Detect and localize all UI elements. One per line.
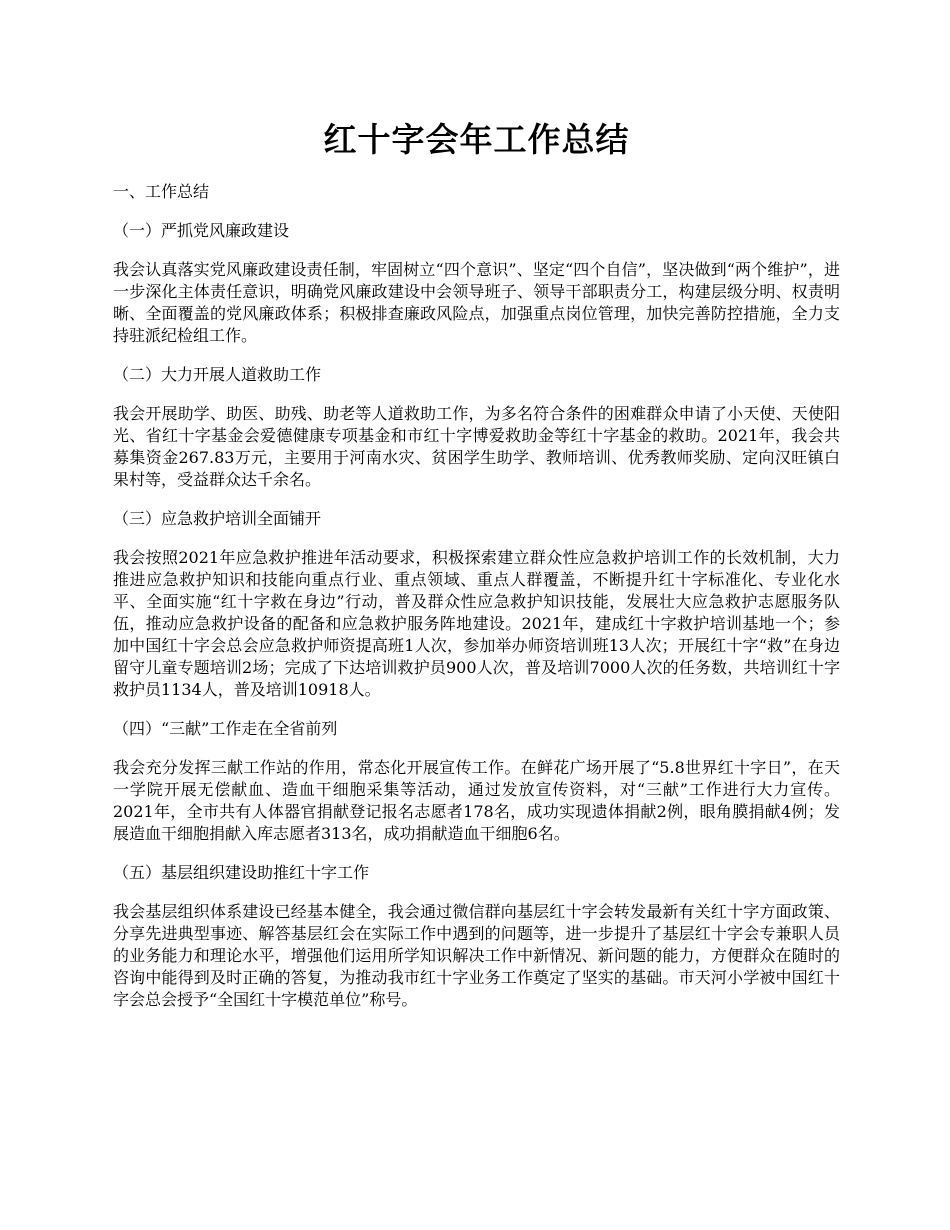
subsection-heading-5: （五）基层组织建设助推红十字工作 <box>113 863 370 882</box>
subsection-body-4: 我会充分发挥三献工作站的作用，常态化开展宣传工作。在鲜花广场开展了“5.8世界红十字日”，在天一学院开展无偿献血、造血干细胞采集等活动，通过发放宣传资料，对“三献”工作进行大力宣传。2021年，全市共有人体器官捐献登记报名志愿者178名，成功实现遗体捐献2例，眼角膜捐献4例；发展造血干细胞捐献入库志愿者313名，成功捐献造血干细胞6名。 <box>113 758 840 843</box>
subsection-body-5: 我会基层组织体系建设已经基本健全，我会通过微信群向基层红十字会转发最新有关红十字方面政策、分享先进典型事迹、解答基层红会在实际工作中遇到的问题等，进一步提升了基层红十字会专兼职人员的业务能力和理论水平，增强他们运用所学知识解决工作中新情况、新问题的能力，方便群众在随时的咨询中能得到及时正确的答复，为推动我市红十字业务工作奠定了坚实的基础。市天河小学被中国红十字会总会授予“全国红十字模范单位”称号。 <box>113 902 840 1009</box>
document-title: 红十字会年工作总结 <box>323 120 630 159</box>
subsection-body-3: 我会按照2021年应急救护推进年活动要求，积极探索建立群众性应急救护培训工作的长效机制，大力推进应急救护知识和技能向重点行业、重点领域、重点人群覆盖，不断提升红十字标准化、专业化水平、全面实施“红十字救在身边”行动，普及群众性应急救护知识技能，发展壮大应急救护志愿服务队伍，推动应急救护设备的配备和应急救护服务阵地建设。2021年，建成红十字救护培训基地一个；参加中国红十字会总会应急救护师资提高班1人次，参加举办师资培训班13人次；开展红十字“救”在身边留守儿童专题培训2场；完成了下达培训救护员900人次，普及培训7000人次的任务数，共培训红十字救护员1134人，普及培训10918人。 <box>113 548 840 699</box>
subsection-body-1: 我会认真落实党风廉政建设责任制，牢固树立“四个意识”、坚定“四个自信”，坚决做到“两个维护”，进一步深化主体责任意识，明确党风廉政建设中会领导班子、领导干部职责分工，构建层级分明、权责明晰、全面覆盖的党风廉政体系；积极排查廉政风险点，加强重点岗位管理，加快完善防控措施，全力支持驻派纪检组工作。 <box>113 260 840 345</box>
subsection-body-2: 我会开展助学、助医、助残、助老等人道救助工作，为多名符合条件的困难群众申请了小天使、天使阳光、省红十字基金会爱德健康专项基金和市红十字博爱救助金等红十字基金的救助。2021年，我会共募集资金267.83万元，主要用于河南水灾、贫困学生助学、教师培训、优秀教师奖励、定向汉旺镇白果村等，受益群众达千余名。 <box>113 404 840 489</box>
subsection-heading-1: （一）严抓党风廉政建设 <box>113 221 290 240</box>
subsection-heading-4: （四）“三献”工作走在全省前列 <box>113 719 338 738</box>
section-heading: 一、工作总结 <box>113 182 210 201</box>
subsection-heading-3: （三）应急救护培训全面铺开 <box>113 509 322 528</box>
subsection-heading-2: （二）大力开展人道救助工作 <box>113 365 322 384</box>
